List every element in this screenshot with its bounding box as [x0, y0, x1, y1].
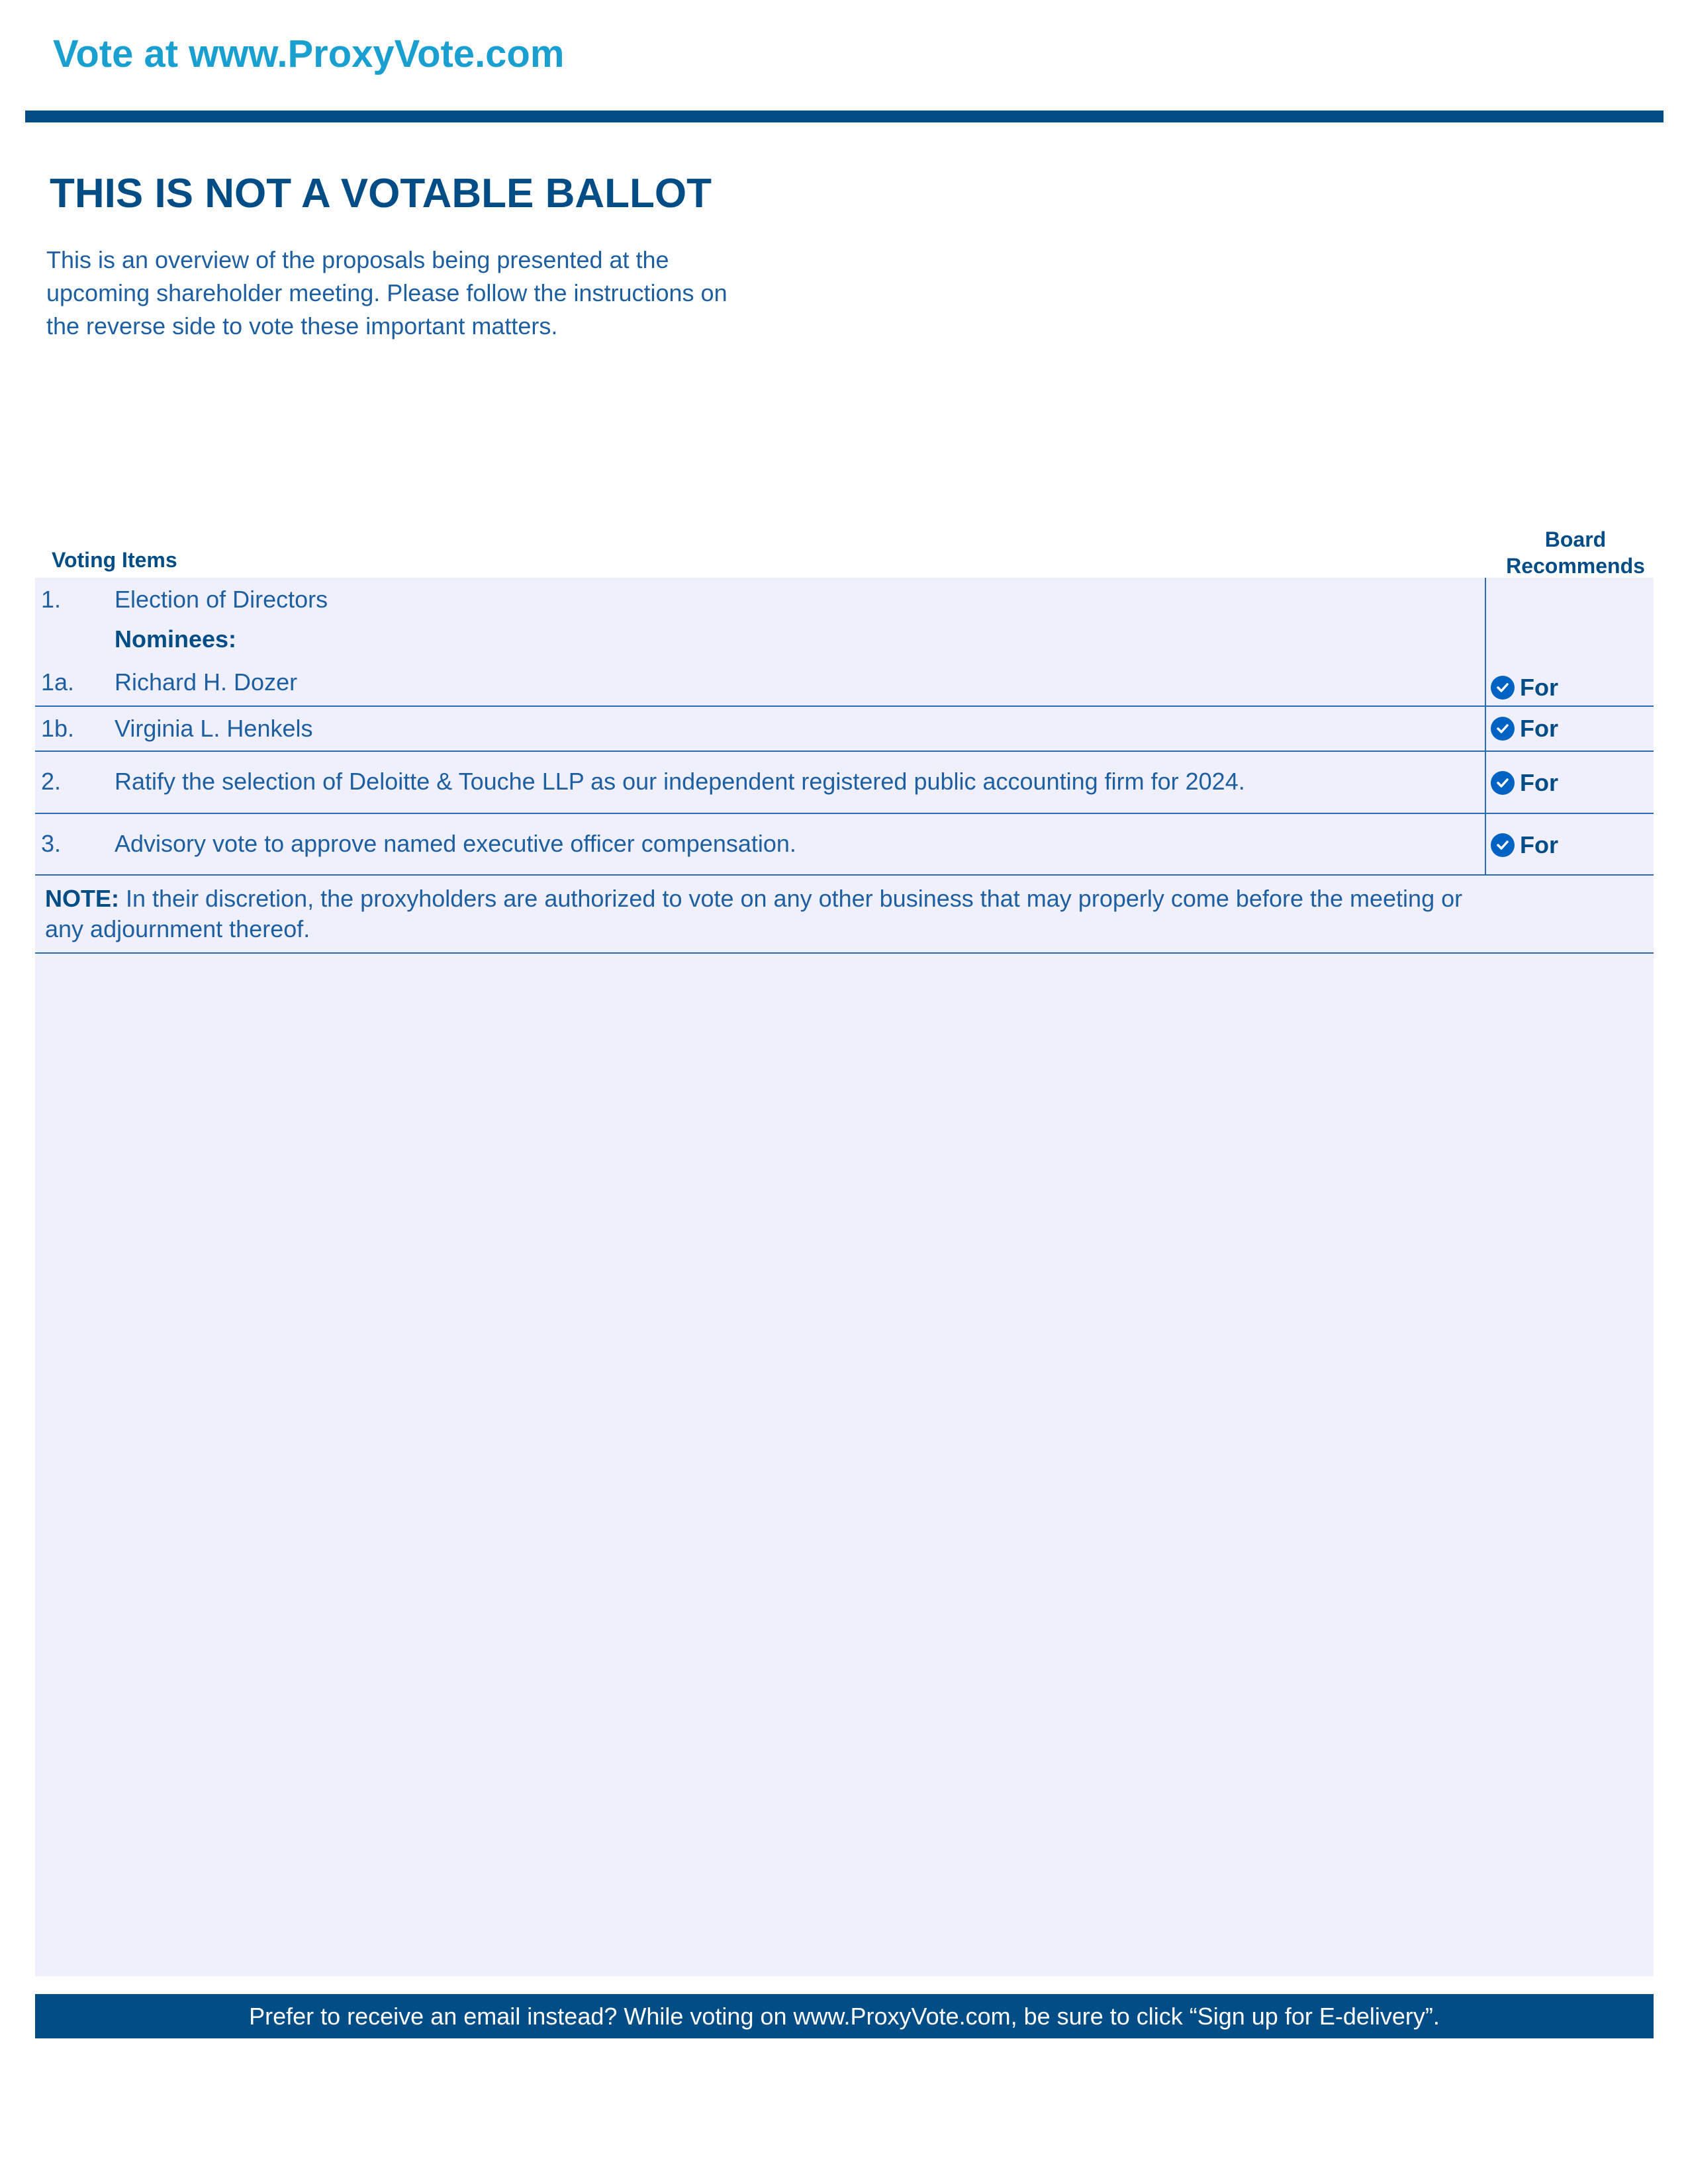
- item-number: 1a.: [41, 668, 75, 696]
- item-text: Advisory vote to approve named executive officer compensation.: [115, 830, 796, 857]
- board-recommends-header: [1476, 526, 1675, 579]
- item-number: 1b.: [41, 715, 75, 742]
- item-text: Virginia L. Henkels: [115, 715, 313, 742]
- vote-url-heading: Vote at www.ProxyVote.com: [53, 32, 565, 75]
- row-divider: [35, 952, 1654, 954]
- recommendation-label: For: [1520, 831, 1558, 858]
- check-circle-icon: [1491, 676, 1515, 700]
- item-text: Election of Directors: [115, 586, 328, 613]
- page-title: THIS IS NOT A VOTABLE BALLOT: [50, 171, 712, 216]
- row-divider: [35, 751, 1654, 752]
- recommendation-label: For: [1520, 715, 1558, 742]
- note-label: NOTE:: [45, 885, 119, 912]
- item-text: Ratify the selection of Deloitte & Touche LLP as our independent registered public accounting firm for 2024.: [115, 768, 1245, 795]
- note-line-1: [45, 885, 1462, 913]
- recommendation-label: For: [1520, 674, 1558, 701]
- row-divider: [35, 813, 1654, 814]
- intro-line-2: upcoming shareholder meeting. Please follow the instructions on: [46, 279, 727, 306]
- intro-line-3: the reverse side to vote these important matters.: [46, 312, 558, 340]
- footer-banner: [35, 1994, 1654, 2038]
- item-number: 3.: [41, 830, 62, 857]
- board-recommendation: [1491, 674, 1558, 702]
- board-recommendation: [1491, 831, 1558, 859]
- voting-items-header: Voting Items: [52, 548, 177, 572]
- item-number: 2.: [41, 768, 62, 795]
- board-recommendation: [1491, 769, 1558, 797]
- board-recommendation: [1491, 715, 1558, 743]
- check-circle-icon: [1491, 833, 1515, 857]
- board-header-line1: Board: [1544, 527, 1607, 551]
- check-circle-icon: [1491, 771, 1515, 795]
- board-header-line2: Recommends: [1506, 554, 1645, 578]
- column-divider: [1485, 578, 1486, 876]
- nominees-label: Nominees:: [115, 625, 237, 653]
- note-line-2: any adjournment thereof.: [45, 915, 310, 942]
- check-circle-icon: [1491, 717, 1515, 741]
- intro-line-1: This is an overview of the proposals being presented at the: [46, 246, 669, 273]
- header-rule: [25, 111, 1664, 122]
- item-number: 1.: [41, 586, 62, 613]
- row-divider: [35, 874, 1654, 876]
- item-text: Richard H. Dozer: [115, 668, 298, 696]
- note-text: In their discretion, the proxyholders are authorized to vote on any other business that may properly come before the meeting or: [119, 885, 1463, 912]
- footer-text: Prefer to receive an email instead? While voting on www.ProxyVote.com, be sure to click “Sign up for E-delivery”.: [249, 2002, 1440, 2030]
- recommendation-label: For: [1520, 769, 1558, 796]
- row-divider: [35, 705, 1654, 707]
